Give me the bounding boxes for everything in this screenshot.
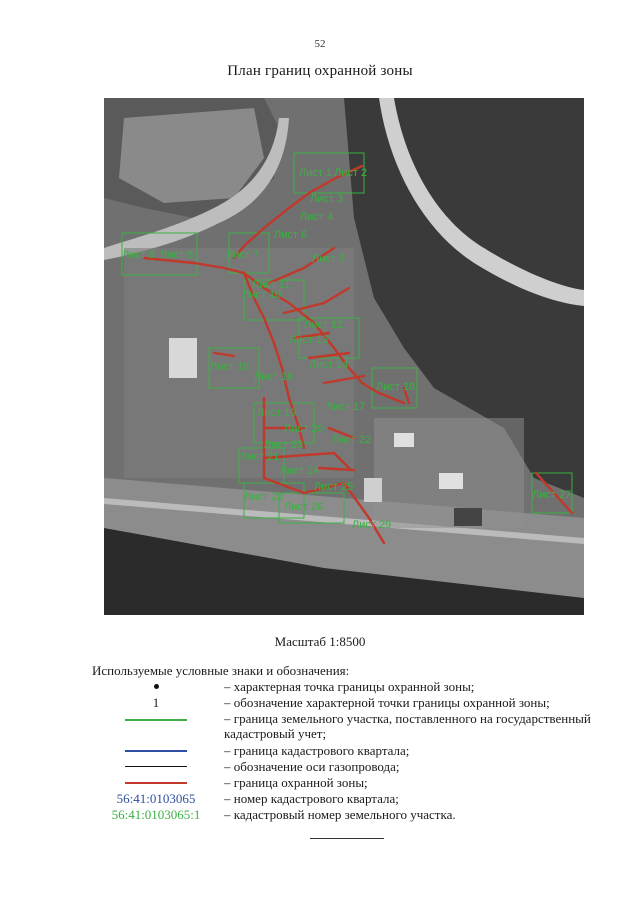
legend-text: – обозначение характерной точки границы охранной зоны; bbox=[224, 695, 550, 710]
sheet-label: Лист 9 bbox=[122, 249, 156, 261]
sheet-label: Лист 18 bbox=[376, 381, 416, 393]
legend-symbol bbox=[92, 791, 220, 806]
red-line-icon bbox=[125, 782, 187, 784]
legend-item bbox=[92, 807, 612, 822]
sheet-label: Лист 22 bbox=[332, 434, 372, 446]
legend-text: – номер кадастрового квартала; bbox=[224, 791, 399, 806]
black-line-icon bbox=[125, 766, 187, 767]
sheet-label: Лист 28 bbox=[244, 491, 284, 503]
aerial-map bbox=[104, 98, 584, 615]
sheet-label: Лист 20 bbox=[284, 423, 324, 435]
legend-text: – граница охранной зоны; bbox=[224, 775, 368, 790]
legend-text: – граница кадастрового квартала; bbox=[224, 743, 410, 758]
legend-item bbox=[92, 791, 612, 806]
sheet-label: Лист 26 bbox=[284, 501, 324, 513]
legend bbox=[92, 679, 612, 823]
legend-item bbox=[92, 743, 612, 758]
sheet-label: Лист 23 bbox=[264, 439, 304, 451]
legend-heading: Используемые условные знаки и обозначения: bbox=[92, 663, 350, 678]
legend-item bbox=[92, 695, 612, 710]
sheet-label: Лист 7 bbox=[226, 249, 260, 261]
legend-symbol bbox=[92, 711, 220, 742]
legend-item bbox=[92, 759, 612, 774]
legend-symbol bbox=[92, 695, 220, 710]
quarter-number-sample: 56:41:0103065 bbox=[116, 791, 196, 806]
point-number-symbol: 1 bbox=[152, 695, 160, 710]
legend-item bbox=[92, 679, 612, 694]
sheet-label: Лист 11 bbox=[252, 279, 291, 291]
sheet-label: Лист 4 bbox=[300, 211, 334, 223]
sheet-label: Лист 8 bbox=[160, 249, 194, 261]
sheet-label: Лист 27 bbox=[532, 489, 572, 501]
plot-number-sample: 56:41:0103065:1 bbox=[111, 807, 201, 822]
sheet-label: Лист 1 bbox=[299, 167, 333, 179]
page-title: План границ охранной зоны bbox=[227, 63, 413, 79]
page-number: 52 bbox=[314, 38, 326, 50]
sheet-label: Лист 3 bbox=[310, 193, 344, 205]
sheet-label: Лист 29 bbox=[352, 519, 392, 531]
green-line-icon bbox=[125, 719, 187, 721]
sheet-label: Лист 5 bbox=[312, 253, 346, 265]
legend-text: – граница земельного участка, поставленного на государственный кадастровый учет; bbox=[224, 711, 591, 741]
legend-symbol bbox=[92, 775, 220, 790]
sheet-label: Лист 21 bbox=[240, 451, 280, 463]
map-svg bbox=[104, 98, 584, 615]
legend-text: – характерная точка границы охранной зоны; bbox=[224, 679, 475, 694]
legend-symbol bbox=[92, 807, 220, 822]
sheet-label: Лист 25 bbox=[314, 481, 354, 493]
legend-symbol bbox=[92, 759, 220, 774]
sheet-label: Лист 16 bbox=[254, 371, 294, 383]
sheet-label: Лист 13 bbox=[289, 334, 329, 346]
legend-symbol bbox=[92, 743, 220, 758]
sheet-label: Лист 14 bbox=[309, 359, 349, 371]
sheet-label: Лист 15 bbox=[210, 361, 250, 373]
map-scale: Масштаб 1:8500 bbox=[274, 634, 366, 649]
legend-item bbox=[92, 711, 612, 742]
sheet-label: Лист 24 bbox=[280, 465, 320, 477]
sheet-label: Лист 19 bbox=[257, 407, 297, 419]
legend-text: – обозначение оси газопровода; bbox=[224, 759, 400, 774]
footer-divider bbox=[310, 838, 384, 839]
legend-item bbox=[92, 775, 612, 790]
sheet-label: Лист 2 bbox=[334, 167, 368, 179]
legend-text: – кадастровый номер земельного участка. bbox=[224, 807, 456, 822]
sheet-label: Лист 12 bbox=[304, 319, 344, 331]
dot-icon bbox=[154, 684, 159, 689]
sheet-label: Лист 17 bbox=[326, 401, 366, 413]
sheet-label: Лист 10 bbox=[242, 289, 282, 301]
sheet-label: Лист 6 bbox=[274, 229, 308, 241]
blue-line-icon bbox=[125, 750, 187, 752]
legend-symbol bbox=[92, 679, 220, 694]
